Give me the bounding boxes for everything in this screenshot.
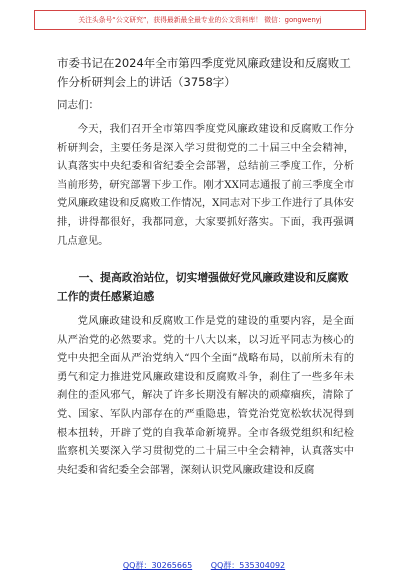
footer bbox=[0, 560, 408, 572]
paragraph-section-1: 党风廉政建设和反腐败工作是党的建设的重要内容，是全面从严治党的必然要求。党的十八大以来，以习近平同志为核心的党中央把全面从严治党纳入“四个全面”战略布局，以前所未有的勇气和定力推进党风廉政建设和反腐败斗争，刹住了一些多年未刹住的歪风邪气，解决了许多长期没有解决的顽瘴痼疾，清除了党、国家、军队内部存在的严重隐患，管党治党宽松软状况得到根本扭转，开辟了党的自我革命新境界。全市各级党组织和纪检监察机关要深入学习贯彻党的二十届三中全会精神，认真落实中央纪委和省纪委全会部署，深刻认识党风廉政建设和反腐 bbox=[57, 315, 354, 476]
header-banner: 关注头条号“公文研究”，获得最新最全最专业的公文资料库！ 微信：gongwenyj bbox=[34, 10, 366, 30]
footer-qq-group-2: QQ群：535304092 bbox=[210, 561, 286, 570]
paragraph-intro: 今天，我们召开全市第四季度党风廉政建设和反腐败工作分析研判会，主要任务是深入学习贯彻党的二十届三中全会精神，认真落实中央纪委和省纪委全会部署，总结前三季度工作，分析当前形势，研究部署下步工作。刚才XX同志通报了前三季度全市党风廉政建设和反腐败工作情况，X同志对下步工作进行了具体安排，讲得都很好，我都同意，大家要抓好落实。下面，我再强调几点意见。 bbox=[57, 123, 354, 247]
document-title: 市委书记在2024年全市第四季度党风廉政建设和反腐败工作分析研判会上的讲话（3758字） bbox=[57, 56, 351, 89]
footer-qq-group-1: QQ群：30265665 bbox=[122, 561, 193, 570]
salutation: 同志们： bbox=[57, 99, 99, 111]
section-heading-1: 一、提高政治站位，切实增强做好党风廉政建设和反腐败工作的责任感紧迫感 bbox=[57, 271, 349, 303]
